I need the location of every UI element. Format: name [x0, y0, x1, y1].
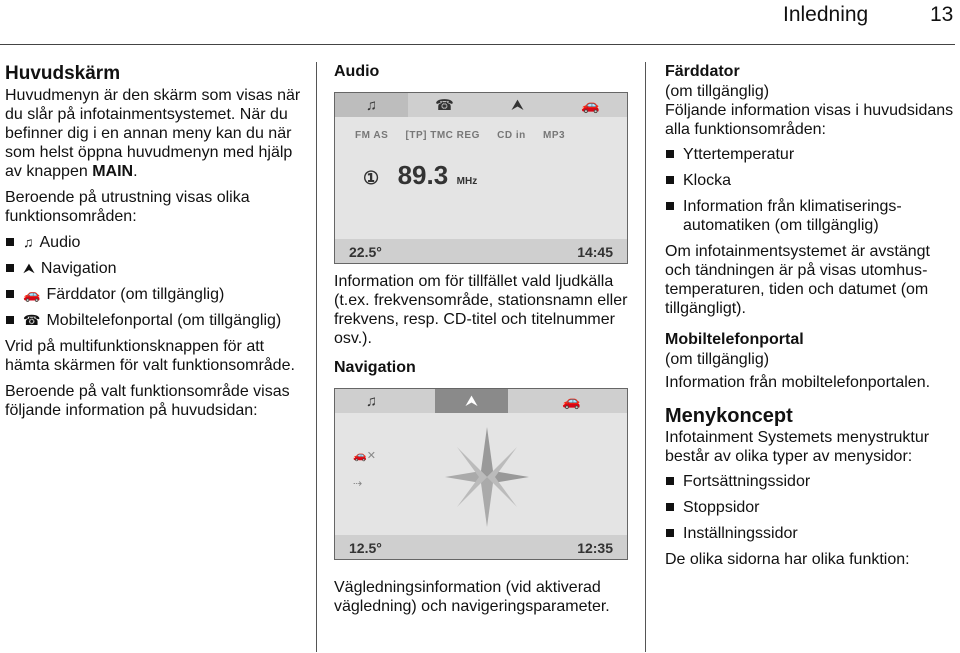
list-item: Inställningssidor [665, 524, 955, 543]
screen-tab-bar [335, 93, 627, 117]
paragraph-ignition: Om infotainmentsystemet är avstängt och tändningen är på visas utomhustemperaturen, tiden och datumet (om tillgängligt). [665, 243, 930, 317]
intro-text: Huvudmenyn är den skärm som visas när du slår på infotainmentsystemet. När du befinner dig i en annan meny kan du när som helst öppna huvudmenyn med hjälp av knappen [5, 87, 301, 180]
list-item: Yttertemperatur [665, 145, 955, 164]
screen-status-bar [335, 239, 627, 263]
heading-navigation: Navigation [334, 359, 416, 376]
car-icon: 🚗 [581, 96, 600, 114]
list-item-label: Audio [39, 234, 81, 251]
navigation-arrow-icon: ⮝ [435, 389, 508, 413]
list-item-label: Navigation [40, 260, 117, 277]
paragraph-knob: Vrid på multifunktionsknappen för att hämta skärmen för valt funktionsområde. [5, 338, 295, 374]
heading-menykoncept: Menykoncept [665, 405, 793, 427]
status-mp3: MP3 [543, 130, 566, 141]
info-list [665, 145, 955, 235]
intro-text-end: . [133, 163, 138, 180]
list-item: Information från klimatiseringsautomatiken (om tillgänglig) [665, 197, 955, 235]
chapter-title: Inledning [783, 3, 869, 26]
paragraph-info-shown: Följande information visas i huvudsidans alla funktionsområden: [665, 102, 954, 138]
status-traffic: [TP] TMC REG [405, 130, 480, 141]
frequency-unit: MHz [456, 176, 478, 187]
paragraph-phone-info: Information från mobiltelefonportalen. [665, 374, 931, 391]
paragraph-page-functions: De olika sidorna har olika funktion: [665, 551, 910, 568]
heading-farddator: Färddator [665, 63, 740, 80]
clock: 12:35 [577, 540, 613, 556]
heading-audio: Audio [334, 63, 380, 80]
page-header [0, 0, 960, 44]
frequency-value: 89.3 [397, 160, 449, 190]
page-number: 13 [930, 3, 954, 26]
heading-mobiltelefonportal: Mobiltelefonportal [665, 331, 804, 348]
status-band: FM AS [355, 130, 389, 141]
audio-screen-illustration [334, 92, 628, 264]
navigation-description: Vägledningsinformation (vid aktiverad vägledning) och navigeringsparameter. [334, 579, 610, 615]
function-list [5, 233, 305, 330]
navigation-arrow-icon: ⮝ [23, 260, 35, 276]
paragraph-menu-structure: Infotainment Systemets menystruktur består av olika typer av menysidor: [665, 429, 930, 465]
column-3 [665, 62, 955, 569]
column-2 [334, 62, 629, 616]
preset-number: ① [363, 168, 380, 188]
list-item: Klocka [665, 171, 955, 190]
route-info-icon: ⇢ [353, 478, 363, 490]
car-icon: 🚗 [562, 392, 581, 410]
screen-tab-bar [335, 389, 627, 413]
paragraph-main-page: Beroende på valt funktionsområde visas följande information på huvudsidan: [5, 383, 290, 419]
phone-icon: ☎ [435, 96, 454, 114]
audio-status-row [355, 126, 579, 145]
subheading-optional: (om tillgänglig) [665, 351, 770, 368]
column-1 [5, 62, 305, 420]
music-note-icon: ♫ [365, 392, 378, 410]
outside-temperature: 22.5° [349, 244, 382, 260]
column-divider [645, 62, 646, 652]
music-note-icon: ♫ [335, 93, 408, 117]
heading-huvudskarm: Huvudskärm [5, 63, 121, 84]
list-item-label: Mobiltelefonportal (om tillgänglig) [46, 312, 282, 329]
list-item-phone-portal [5, 311, 305, 330]
list-item-label: Färddator (om tillgänglig) [46, 286, 225, 303]
clock: 14:45 [577, 244, 613, 260]
subheading-optional: (om tillgänglig) [665, 83, 770, 100]
outside-temperature: 12.5° [349, 540, 382, 556]
compass-rose-icon [445, 427, 529, 527]
paragraph-functions: Beroende på utrustning visas olika funktionsområden: [5, 189, 250, 225]
list-item-navigation [5, 259, 305, 278]
column-divider [316, 62, 317, 652]
main-key-label: MAIN [92, 163, 134, 180]
list-item: Stoppsidor [665, 498, 955, 517]
list-item-trip-computer [5, 285, 305, 304]
navigation-arrow-icon: ⮝ [511, 96, 524, 114]
status-cd: CD in [497, 130, 526, 141]
intro-paragraph [5, 86, 305, 181]
navigation-screen-illustration [334, 388, 628, 560]
audio-description: Information om för tillfället vald ljudkälla (t.ex. frekvensområde, stationsnamn eller frekvens, resp. CD-titel och titelnummer osv.). [334, 273, 628, 347]
list-item-audio [5, 233, 305, 252]
header-rule [0, 44, 955, 45]
page-type-list [665, 472, 955, 543]
phone-icon: ☎ [23, 312, 41, 328]
frequency-display [363, 160, 478, 191]
car-icon: 🚗 [23, 286, 41, 302]
screen-status-bar [335, 535, 627, 559]
list-item: Fortsättningssidor [665, 472, 955, 491]
music-note-icon: ♫ [23, 234, 34, 250]
no-route-icon: 🚗✕ [353, 450, 376, 462]
